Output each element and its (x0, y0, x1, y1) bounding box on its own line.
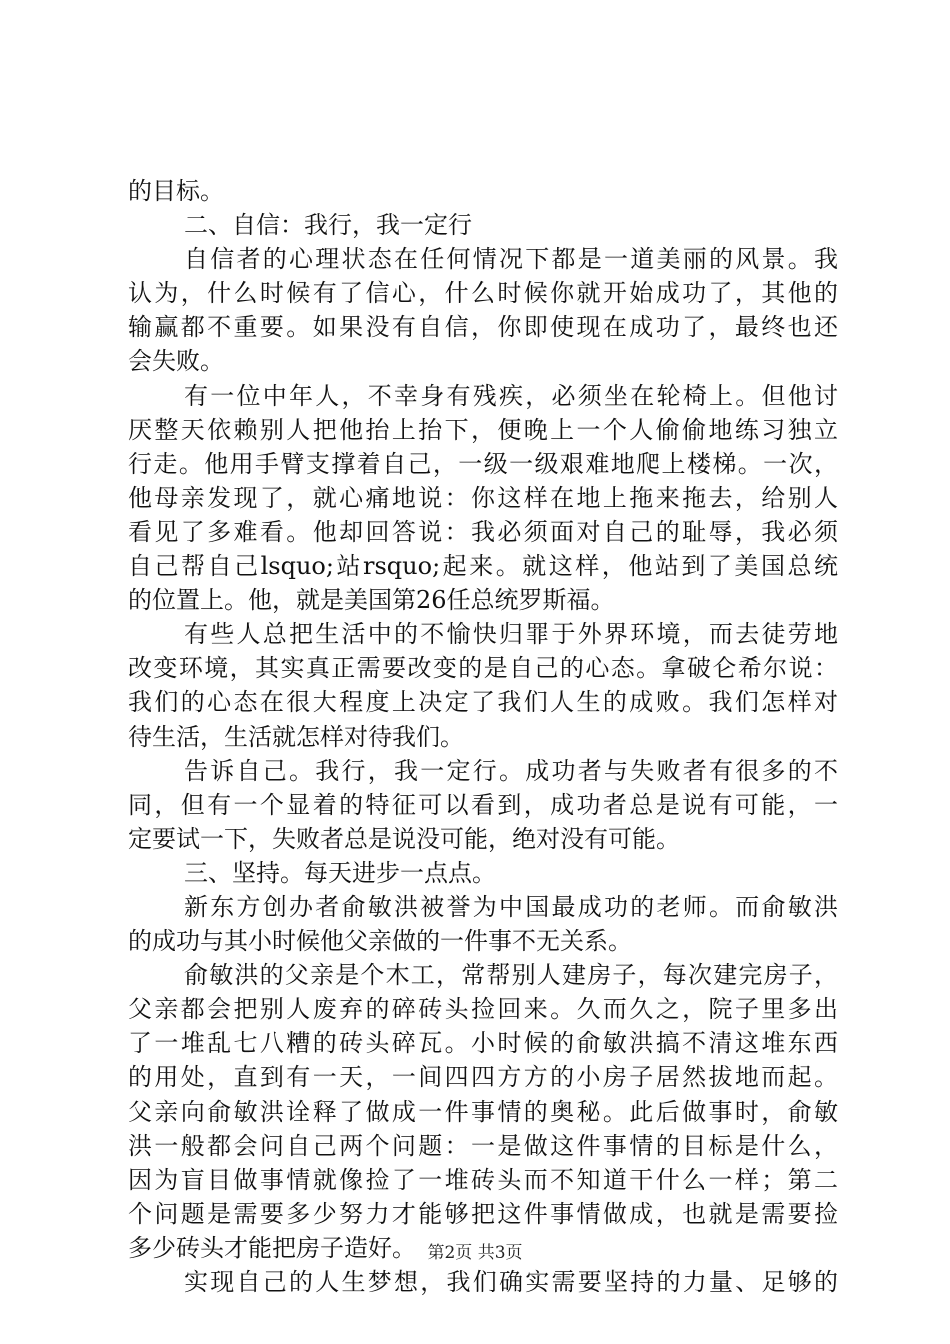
text-line: 二、自信：我行，我一定行 (184, 211, 472, 240)
text-line: 俞敏洪的父亲是个木工，常帮别人建房子，每次建完房子， (184, 961, 838, 990)
text-line: 的位置上。他，就是美国第26任总统罗斯福。 (128, 586, 615, 615)
page-footer: 第2页 共3页 (427, 1243, 523, 1263)
text-line: 同，但有一个显着的特征可以看到，成功者总是说有可能，一 (128, 790, 838, 819)
text-line: 看见了多难看。他却回答说：我必须面对自己的耻辱，我必须 (128, 517, 838, 546)
text-line: 个问题是需要多少努力才能够把这件事情做成，也就是需要捡 (128, 1199, 838, 1228)
text-line: 认为，什么时候有了信心，什么时候你就开始成功了，其他的 (128, 279, 838, 308)
text-line: 的目标。 (128, 177, 224, 205)
text-line: 我们的心态在很大程度上决定了我们人生的成败。我们怎样对 (128, 688, 838, 717)
text-line: 了一堆乱七八糟的砖头碎瓦。小时候的俞敏洪搞不清这堆东西 (128, 1029, 838, 1058)
text-line: 的用处，直到有一天，一间四四方方的小房子居然拔地而起。 (128, 1063, 838, 1092)
text-line: 的成功与其小时候他父亲做的一件事不无关系。 (128, 927, 632, 956)
text-line: 行走。他用手臂支撑着自己，一级一级艰难地爬上楼梯。一次， (128, 449, 838, 478)
text-line: 厌整天依赖别人把他抬上抬下，便晚上一个人偷偷地练习独立 (128, 415, 838, 444)
text-line: 会失败。 (128, 347, 224, 376)
text-line: 有一位中年人，不幸身有残疾，必须坐在轮椅上。但他讨 (184, 381, 838, 410)
text-line: 输赢都不重要。如果没有自信，你即使现在成功了，最终也还 (128, 313, 838, 342)
text-line: 定要试一下，失败者总是说没可能，绝对没有可能。 (128, 824, 680, 853)
text-line: 新东方创办者俞敏洪被誉为中国最成功的老师。而俞敏洪 (184, 892, 838, 921)
text-line: 父亲都会把别人废弃的碎砖头捡回来。久而久之，院子里多出 (128, 995, 838, 1024)
text-line: 自信者的心理状态在任何情况下都是一道美丽的风景。我 (184, 245, 838, 274)
text-line: 有些人总把生活中的不愉快归罪于外界环境，而去徒劳地 (184, 620, 838, 649)
text-line: 洪一般都会问自己两个问题：一是做这件事情的目标是什么， (128, 1131, 838, 1160)
text-line: 实现自己的人生梦想，我们确实需要坚持的力量、足够的 (184, 1268, 838, 1296)
text-line: 告诉自己。我行，我一定行。成功者与失败者有很多的不 (184, 756, 838, 785)
text-line: 多少砖头才能把房子造好。 (128, 1233, 416, 1262)
document-body (128, 174, 838, 1299)
text-line: 自己帮自己lsquo;站rsquo;起来。就这样，他站到了美国总统 (128, 552, 838, 581)
text-line: 改变环境，其实真正需要改变的是自己的心态。拿破仑希尔说： (128, 654, 838, 683)
text-line: 他母亲发现了，就心痛地说：你这样在地上拖来拖去，给别人 (128, 483, 838, 512)
text-line: 待生活，生活就怎样对待我们。 (128, 722, 464, 751)
text-line: 三、坚持。每天进步一点点。 (184, 858, 496, 887)
text-line: 父亲向俞敏洪诠释了做成一件事情的奥秘。此后做事时，俞敏 (128, 1097, 838, 1126)
text-line: 因为盲目做事情就像捡了一堆砖头而不知道干什么一样；第二 (128, 1165, 838, 1194)
